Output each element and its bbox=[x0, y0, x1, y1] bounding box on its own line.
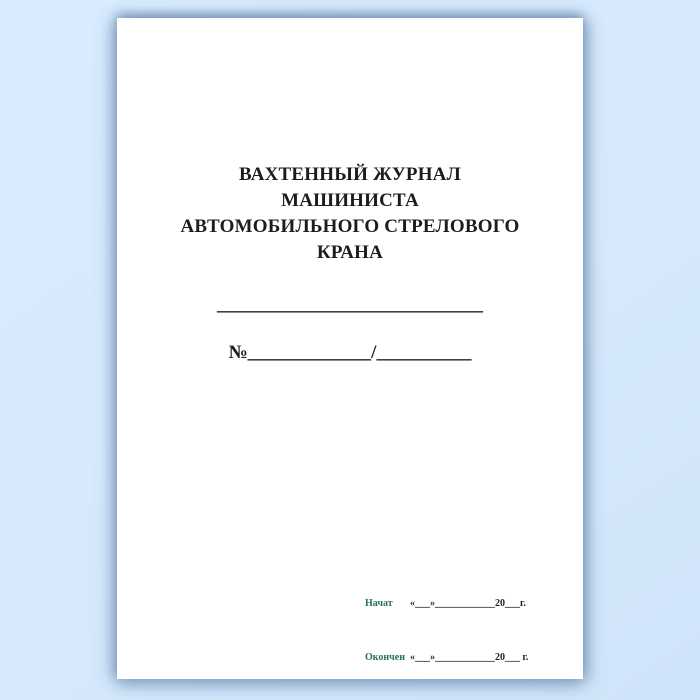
date-started-row bbox=[365, 595, 528, 613]
title-line-3: АВТОМОБИЛЬНОГО СТРЕЛОВОГО bbox=[180, 216, 520, 237]
date-finished-blank: «___»____________20___ г. bbox=[410, 652, 529, 663]
title-line-1: ВАХТЕННЫЙ ЖУРНАЛ bbox=[239, 164, 461, 185]
number-separator-slash: / bbox=[371, 342, 377, 363]
date-started-blank: «___»____________20___г. bbox=[410, 598, 526, 609]
date-finished-row bbox=[365, 649, 528, 667]
numero-sign: № bbox=[228, 342, 248, 363]
title-line-2: МАШИНИСТА bbox=[281, 190, 419, 211]
page-title bbox=[117, 162, 583, 266]
journal-number-line bbox=[117, 343, 583, 363]
journal-cover-page bbox=[117, 18, 583, 679]
number-blank-left: _____________ bbox=[247, 342, 372, 363]
name-fill-in-line: ____________________________ bbox=[217, 294, 483, 315]
title-line-4: КРАНА bbox=[316, 242, 384, 263]
date-finished-label: Окончен bbox=[365, 652, 406, 663]
dates-block bbox=[365, 559, 528, 700]
date-started-label: Начат bbox=[365, 598, 393, 609]
number-blank-right: __________ bbox=[376, 342, 472, 363]
